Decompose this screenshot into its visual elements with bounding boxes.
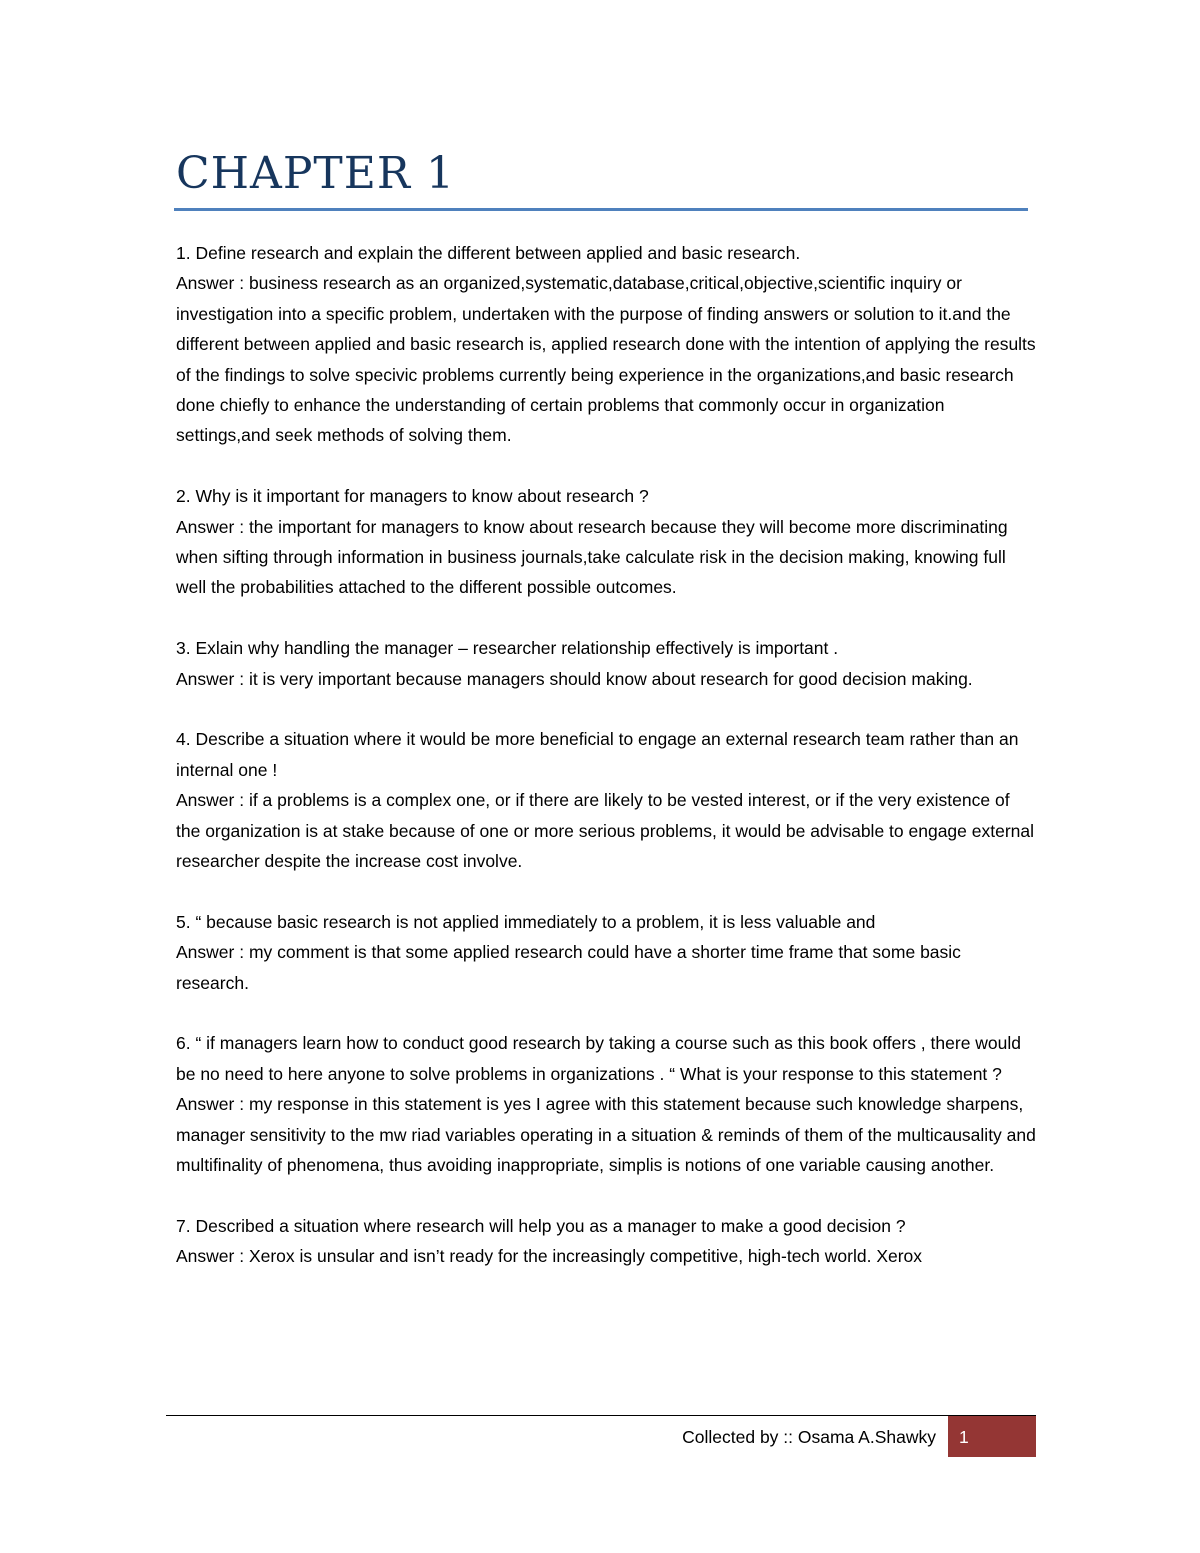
- chapter-title: CHAPTER 1: [176, 148, 455, 199]
- answer-1: Answer : business research as an organized,systematic,database,critical,objective,scientific inquiry or investigation into a specific problem, undertaken with the purpose of finding answers or solution to it.and the different between applied and basic research is, applied research done with the intention of applying the results of the findings to solve specivic problems currently being experience in the organizations,and basic research done chiefly to enhance the understanding of certain problems that commonly occur in organization settings,and seek methods of solving them.: [176, 273, 1036, 446]
- question-7: 7. Described a situation where research will help you as a manager to make a good decision ?: [176, 1215, 906, 1236]
- answer-5: Answer : my comment is that some applied research could have a shorter time frame that some basic research.: [176, 942, 961, 993]
- page-number-badge: [948, 1416, 1036, 1457]
- qa-item-3: [176, 633, 1036, 694]
- footer-divider: [166, 1415, 1036, 1416]
- footer-credit: Collected by :: Osama A.Shawky: [682, 1427, 936, 1447]
- answer-7: Answer : Xerox is unsular and isn’t ready for the increasingly competitive, high-tech world. Xerox: [176, 1246, 923, 1267]
- title-underline: [174, 208, 1028, 211]
- question-1: 1. Define research and explain the different between applied and basic research.: [176, 243, 801, 263]
- question-3: 3. Exlain why handling the manager – researcher relationship effectively is important .: [176, 638, 839, 659]
- answer-3: Answer : it is very important because managers should know about research for good decision making.: [176, 668, 973, 689]
- answer-6: Answer : my response in this statement is yes I agree with this statement because such knowledge sharpens, manager sensitivity to the mw riad variables operating in a situation & reminds of them of the multicausality and multifinality of phenomena, thus avoiding inappropriate, simplis is notions of one variable causing another.: [176, 1094, 1036, 1176]
- answer-4: Answer : if a problems is a complex one, or if there are likely to be vested interest, or if the very existence of the organization is at stake because of one or more serious problems, it would be advisable to engage external researcher despite the increase cost involve.: [176, 790, 1035, 872]
- question-5: 5. “ because basic research is not applied immediately to a problem, it is less valuable and: [176, 911, 876, 932]
- question-2: 2. Why is it important for managers to know about research ?: [176, 486, 649, 507]
- document-body: [176, 238, 1036, 1302]
- question-4: 4. Describe a situation where it would be more beneficial to engage an external research team rather than an internal one !: [176, 729, 1019, 780]
- page-number: 1: [959, 1427, 969, 1447]
- qa-item-1: [176, 238, 1036, 451]
- qa-item-4: [176, 724, 1036, 876]
- question-6: 6. “ if managers learn how to conduct good research by taking a course such as this book offers , there would be no need to here anyone to solve problems in organizations . “ What is your response to this statement ?: [176, 1033, 1022, 1084]
- qa-item-6: [176, 1028, 1036, 1180]
- qa-item-7: [176, 1211, 1036, 1272]
- qa-item-2: [176, 481, 1036, 603]
- answer-2: Answer : the important for managers to know about research because they will become more discriminating when sifting through information in business journals,take calculate risk in the decision making, knowing full well the probabilities attached to the different possible outcomes.: [176, 516, 1008, 598]
- qa-item-5: [176, 907, 1036, 998]
